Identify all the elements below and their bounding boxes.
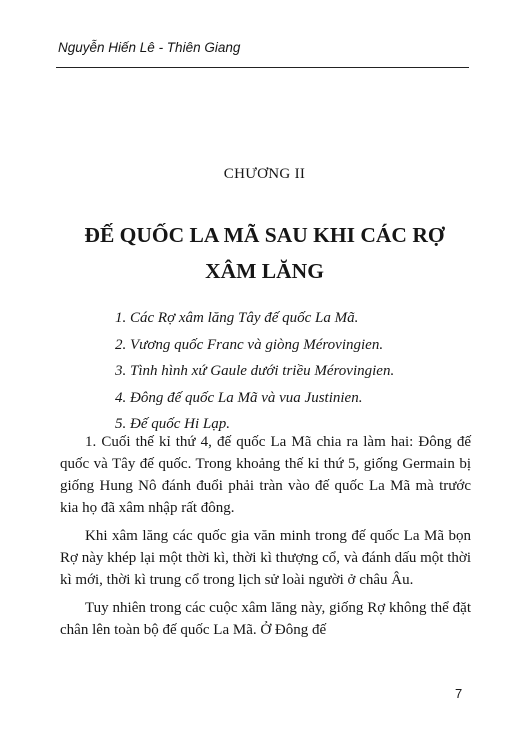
chapter-title-line-1: ĐẾ QUỐC LA MÃ SAU KHI CÁC RỢ — [84, 223, 445, 247]
contents-item: 5. Đế quốc Hi Lạp. — [115, 416, 230, 432]
paragraph: Tuy nhiên trong các cuộc xâm lăng này, giống Rợ không thể đặt chân lên toàn bộ đế quốc La Mã. Ở Đông đế — [60, 600, 471, 638]
contents-item: 4. Đông đế quốc La Mã và vua Justinien. — [115, 389, 363, 406]
contents-item: 2. Vương quốc Franc và giòng Mérovingien. — [115, 336, 384, 353]
contents-item: 1. Các Rợ xâm lăng Tây đế quốc La Mã. — [115, 310, 359, 326]
paragraph: Khi xâm lăng các quốc gia văn minh trong đế quốc La Mã bọn Rợ này khép lại một thời kì, thời kì thượng cổ, và đánh dấu một thời kì mới, thời kì trung cổ trong lịch sử loài người ở châu Âu. — [60, 528, 471, 588]
body-text — [60, 431, 471, 647]
chapter-title — [0, 217, 529, 289]
header-rule — [56, 67, 469, 68]
contents-item: 3. Tình hình xứ Gaule dưới triều Mérovingien. — [115, 363, 395, 379]
page-number: 7 — [455, 686, 463, 701]
chapter-contents-list — [115, 305, 394, 438]
chapter-label: CHƯƠNG II — [223, 166, 306, 182]
chapter-title-line-2: XÂM LĂNG — [205, 259, 324, 283]
paragraph: 1. Cuối thế kỉ thứ 4, đế quốc La Mã chia ra làm hai: Đông đế quốc và Tây đế quốc. Trong khoảng thế kỉ thứ 5, giống Germain bị giống Hung Nô đánh đuổi phải tràn vào đế quốc La Mã mà trước kia họ đã xâm nhập rất đông. — [60, 434, 471, 516]
running-header: Nguyễn Hiến Lê - Thiên Giang — [58, 40, 241, 55]
